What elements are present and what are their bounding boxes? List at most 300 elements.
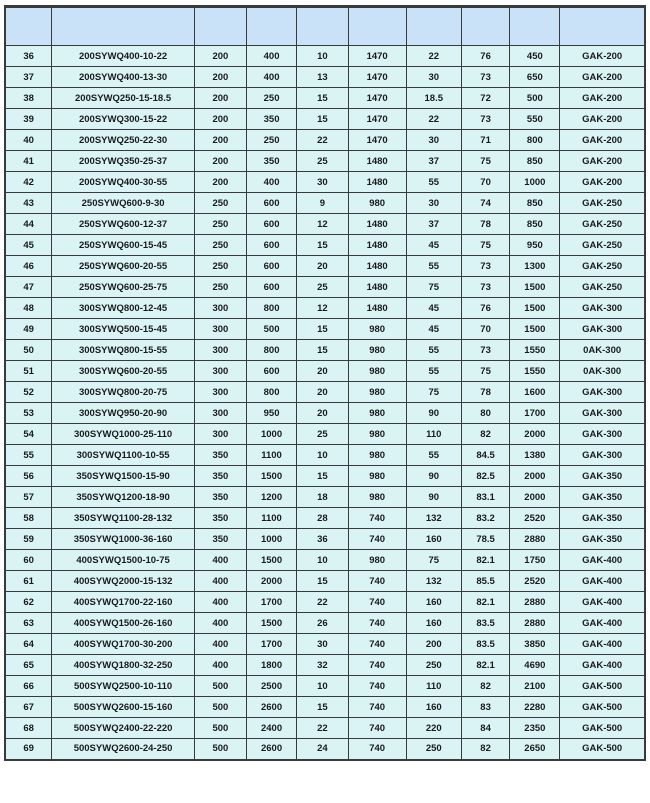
table-cell: 26 — [297, 613, 348, 634]
table-row — [5, 256, 645, 277]
table-cell: 55 — [406, 256, 461, 277]
table-header-cell — [5, 7, 52, 46]
table-cell: 110 — [406, 676, 461, 697]
table-cell: 160 — [406, 613, 461, 634]
table-cell: 1480 — [348, 277, 406, 298]
table-cell: 400 — [194, 571, 246, 592]
table-header-cell — [194, 7, 246, 46]
table-cell: 350 — [246, 151, 297, 172]
table-cell: 300 — [194, 298, 246, 319]
table-cell: 46 — [5, 256, 52, 277]
table-cell: 37 — [406, 151, 461, 172]
table-cell: 980 — [348, 319, 406, 340]
table-row — [5, 109, 645, 130]
table-row — [5, 697, 645, 718]
table-cell: 78 — [461, 382, 510, 403]
table-cell: 400 — [194, 655, 246, 676]
table-row — [5, 319, 645, 340]
table-cell: 70 — [461, 172, 510, 193]
table-cell: 220 — [406, 718, 461, 739]
table-cell: 2650 — [510, 739, 560, 760]
table-cell: 200 — [194, 109, 246, 130]
table-cell: 160 — [406, 592, 461, 613]
table-row — [5, 676, 645, 697]
table-cell: 30 — [406, 193, 461, 214]
table-cell: 2350 — [510, 718, 560, 739]
table-cell: 83.5 — [461, 634, 510, 655]
table-cell: 800 — [246, 382, 297, 403]
table-cell: 1470 — [348, 46, 406, 67]
table-cell: 300SYWQ950-20-90 — [52, 403, 195, 424]
table-cell: 15 — [297, 88, 348, 109]
table-cell: 450 — [510, 46, 560, 67]
table-cell: 200SYWQ300-15-22 — [52, 109, 195, 130]
table-cell: GAK-250 — [560, 214, 645, 235]
table-cell: 400SYWQ1700-22-160 — [52, 592, 195, 613]
table-cell: 300SYWQ500-15-45 — [52, 319, 195, 340]
table-cell: 1500 — [510, 298, 560, 319]
table-row — [5, 718, 645, 739]
table-cell: 25 — [297, 424, 348, 445]
table-cell: 200 — [194, 172, 246, 193]
table-cell: 78.5 — [461, 529, 510, 550]
table-header-cell — [246, 7, 297, 46]
table-cell: 200 — [406, 634, 461, 655]
table-cell: 500SYWQ2600-24-250 — [52, 739, 195, 760]
table-header-cell — [52, 7, 195, 46]
table-cell: 350 — [194, 487, 246, 508]
table-row — [5, 529, 645, 550]
table-cell: 30 — [406, 67, 461, 88]
table-cell: 550 — [510, 109, 560, 130]
table-cell: 82 — [461, 424, 510, 445]
table-cell: 200SYWQ400-30-55 — [52, 172, 195, 193]
table-cell: GAK-400 — [560, 571, 645, 592]
table-cell: 2880 — [510, 592, 560, 613]
table-cell: 250SYWQ600-12-37 — [52, 214, 195, 235]
table-cell: 15 — [297, 235, 348, 256]
table-cell: 1000 — [246, 529, 297, 550]
table-cell: 1100 — [246, 445, 297, 466]
table-cell: 78 — [461, 214, 510, 235]
table-row — [5, 445, 645, 466]
table-cell: 59 — [5, 529, 52, 550]
table-cell: 350 — [246, 109, 297, 130]
table-row — [5, 193, 645, 214]
table-cell: GAK-200 — [560, 172, 645, 193]
table-cell: GAK-200 — [560, 67, 645, 88]
table-cell: 350 — [194, 445, 246, 466]
table-cell: 740 — [348, 613, 406, 634]
table-cell: 73 — [461, 109, 510, 130]
table-cell: 1480 — [348, 151, 406, 172]
table-cell: 15 — [297, 697, 348, 718]
table-cell: 45 — [406, 235, 461, 256]
table-cell: 400SYWQ1500-26-160 — [52, 613, 195, 634]
table-cell: 300 — [194, 340, 246, 361]
table-cell: 500 — [194, 676, 246, 697]
table-cell: 82.1 — [461, 550, 510, 571]
table-cell: 1470 — [348, 67, 406, 88]
table-row — [5, 403, 645, 424]
table-cell: 18 — [297, 487, 348, 508]
table-row — [5, 466, 645, 487]
table-cell: 20 — [297, 361, 348, 382]
table-cell: 200 — [194, 88, 246, 109]
table-cell: 58 — [5, 508, 52, 529]
table-cell: 2000 — [510, 487, 560, 508]
table-cell: 500 — [246, 319, 297, 340]
table-cell: 2400 — [246, 718, 297, 739]
table-cell: 62 — [5, 592, 52, 613]
table-cell: 42 — [5, 172, 52, 193]
table-cell: 39 — [5, 109, 52, 130]
table-cell: GAK-200 — [560, 46, 645, 67]
table-row — [5, 172, 645, 193]
table-cell: 200 — [194, 130, 246, 151]
table-cell: 350 — [194, 508, 246, 529]
table-cell: 740 — [348, 739, 406, 760]
table-cell: 15 — [297, 571, 348, 592]
table-cell: 400SYWQ1700-30-200 — [52, 634, 195, 655]
table-cell: 250SYWQ600-20-55 — [52, 256, 195, 277]
table-cell: 22 — [406, 46, 461, 67]
table-cell: 400 — [194, 613, 246, 634]
table-cell: 740 — [348, 634, 406, 655]
table-cell: 980 — [348, 382, 406, 403]
table-cell: 300 — [194, 424, 246, 445]
table-cell: 48 — [5, 298, 52, 319]
table-cell: 950 — [510, 235, 560, 256]
table-cell: 0AK-300 — [560, 361, 645, 382]
table-cell: 1500 — [510, 319, 560, 340]
table-cell: 76 — [461, 46, 510, 67]
table-cell: 15 — [297, 340, 348, 361]
table-cell: 1500 — [510, 277, 560, 298]
table-cell: 63 — [5, 613, 52, 634]
table-cell: GAK-400 — [560, 592, 645, 613]
table-cell: 600 — [246, 277, 297, 298]
table-cell: 82.1 — [461, 655, 510, 676]
table-cell: 300 — [194, 403, 246, 424]
table-cell: 82.1 — [461, 592, 510, 613]
table-cell: GAK-200 — [560, 130, 645, 151]
table-cell: 740 — [348, 508, 406, 529]
table-cell: 250 — [406, 739, 461, 760]
table-cell: 740 — [348, 571, 406, 592]
table-cell: 600 — [246, 256, 297, 277]
table-cell: 45 — [5, 235, 52, 256]
table-cell: 800 — [246, 298, 297, 319]
table-cell: 110 — [406, 424, 461, 445]
table-cell: 500 — [194, 739, 246, 760]
table-cell: 250 — [406, 655, 461, 676]
table-cell: 200 — [194, 46, 246, 67]
table-cell: GAK-300 — [560, 319, 645, 340]
table-cell: 60 — [5, 550, 52, 571]
table-cell: 47 — [5, 277, 52, 298]
table-cell: 980 — [348, 487, 406, 508]
table-cell: 2280 — [510, 697, 560, 718]
table-cell: 55 — [5, 445, 52, 466]
table-row — [5, 130, 645, 151]
table-cell: 1500 — [246, 613, 297, 634]
table-cell: 22 — [297, 718, 348, 739]
table-cell: 22 — [297, 130, 348, 151]
table-cell: 84.5 — [461, 445, 510, 466]
table-cell: 1750 — [510, 550, 560, 571]
table-cell: 45 — [406, 298, 461, 319]
table-cell: 200SYWQ350-25-37 — [52, 151, 195, 172]
table-cell: 72 — [461, 88, 510, 109]
table-cell: 10 — [297, 550, 348, 571]
table-header-cell — [348, 7, 406, 46]
table-cell: 30 — [297, 172, 348, 193]
table-cell: 300SYWQ1100-10-55 — [52, 445, 195, 466]
table-cell: 82 — [461, 739, 510, 760]
table-header-cell — [560, 7, 645, 46]
table-cell: 37 — [406, 214, 461, 235]
table-cell: GAK-400 — [560, 613, 645, 634]
table-cell: GAK-300 — [560, 445, 645, 466]
table-row — [5, 361, 645, 382]
table-cell: 10 — [297, 46, 348, 67]
table-cell: 75 — [406, 277, 461, 298]
table-cell: 54 — [5, 424, 52, 445]
table-cell: 300SYWQ1000-25-110 — [52, 424, 195, 445]
table-cell: GAK-200 — [560, 109, 645, 130]
table-row — [5, 613, 645, 634]
table-cell: 84 — [461, 718, 510, 739]
table-cell: 350 — [194, 529, 246, 550]
table-cell: 2600 — [246, 739, 297, 760]
table-cell: 10 — [297, 676, 348, 697]
table-cell: 600 — [246, 214, 297, 235]
table-cell: 51 — [5, 361, 52, 382]
table-cell: 64 — [5, 634, 52, 655]
table-cell: 400 — [194, 592, 246, 613]
table-row — [5, 88, 645, 109]
table-cell: 500 — [194, 718, 246, 739]
table-cell: 1800 — [246, 655, 297, 676]
table-cell: 1470 — [348, 130, 406, 151]
table-cell: 1300 — [510, 256, 560, 277]
table-cell: 2880 — [510, 613, 560, 634]
table-cell: 70 — [461, 319, 510, 340]
table-cell: 13 — [297, 67, 348, 88]
table-cell: 43 — [5, 193, 52, 214]
table-cell: 67 — [5, 697, 52, 718]
table-cell: GAK-200 — [560, 151, 645, 172]
table-header-cell — [406, 7, 461, 46]
table-cell: 66 — [5, 676, 52, 697]
table-cell: 1500 — [246, 466, 297, 487]
table-row — [5, 634, 645, 655]
table-cell: GAK-300 — [560, 298, 645, 319]
table-cell: 71 — [461, 130, 510, 151]
table-cell: 740 — [348, 718, 406, 739]
table-header-cell — [510, 7, 560, 46]
table-cell: 15 — [297, 319, 348, 340]
table-cell: 1480 — [348, 235, 406, 256]
table-cell: 200SYWQ400-13-30 — [52, 67, 195, 88]
table-cell: 22 — [406, 109, 461, 130]
table-cell: 12 — [297, 298, 348, 319]
table-cell: 200SYWQ250-22-30 — [52, 130, 195, 151]
table-cell: 200 — [194, 67, 246, 88]
table-cell: 250 — [246, 130, 297, 151]
table-cell: 82 — [461, 676, 510, 697]
table-cell: 300SYWQ600-20-55 — [52, 361, 195, 382]
table-cell: 1480 — [348, 214, 406, 235]
table-cell: 36 — [297, 529, 348, 550]
table-cell: 1380 — [510, 445, 560, 466]
table-cell: 83.1 — [461, 487, 510, 508]
table-cell: 24 — [297, 739, 348, 760]
table-cell: 250 — [194, 277, 246, 298]
table-cell: 2100 — [510, 676, 560, 697]
table-cell: 40 — [5, 130, 52, 151]
table-cell: 25 — [297, 277, 348, 298]
table-cell: 56 — [5, 466, 52, 487]
table-cell: 250SYWQ600-9-30 — [52, 193, 195, 214]
table-cell: 400 — [246, 46, 297, 67]
table-cell: 38 — [5, 88, 52, 109]
table-cell: 1700 — [510, 403, 560, 424]
table-cell: 22 — [297, 592, 348, 613]
table-cell: 82.5 — [461, 466, 510, 487]
table-cell: 600 — [246, 235, 297, 256]
table-cell: 80 — [461, 403, 510, 424]
table-cell: 250SYWQ600-25-75 — [52, 277, 195, 298]
table-row — [5, 571, 645, 592]
table-cell: 83.5 — [461, 613, 510, 634]
table-cell: 300 — [194, 382, 246, 403]
table-cell: 4690 — [510, 655, 560, 676]
table-cell: 740 — [348, 697, 406, 718]
table-cell: 500 — [510, 88, 560, 109]
table-header-cell — [461, 7, 510, 46]
table-cell: 980 — [348, 361, 406, 382]
table-cell: 250 — [194, 256, 246, 277]
table-cell: 15 — [297, 109, 348, 130]
table-cell: 1100 — [246, 508, 297, 529]
table-cell: 9 — [297, 193, 348, 214]
table-cell: 400SYWQ1500-10-75 — [52, 550, 195, 571]
table-row — [5, 46, 645, 67]
table-cell: 1470 — [348, 109, 406, 130]
table-cell: 600 — [246, 193, 297, 214]
table-cell: 37 — [5, 67, 52, 88]
table-row — [5, 739, 645, 760]
table-cell: 74 — [461, 193, 510, 214]
table-cell: 1480 — [348, 298, 406, 319]
table-row — [5, 340, 645, 361]
table-cell: GAK-400 — [560, 655, 645, 676]
table-cell: 2000 — [246, 571, 297, 592]
table-cell: 1200 — [246, 487, 297, 508]
table-cell: 980 — [348, 466, 406, 487]
table-cell: 36 — [5, 46, 52, 67]
table-cell: 350SYWQ1200-18-90 — [52, 487, 195, 508]
table-cell: 18.5 — [406, 88, 461, 109]
table-cell: 61 — [5, 571, 52, 592]
table-cell: 44 — [5, 214, 52, 235]
table-cell: 73 — [461, 256, 510, 277]
table-row — [5, 655, 645, 676]
table-cell: 1000 — [510, 172, 560, 193]
table-cell: 850 — [510, 214, 560, 235]
table-cell: 132 — [406, 508, 461, 529]
table-cell: 75 — [406, 550, 461, 571]
table-cell: 740 — [348, 592, 406, 613]
table-cell: 75 — [461, 361, 510, 382]
table-cell: 49 — [5, 319, 52, 340]
table-row — [5, 592, 645, 613]
table-cell: 1700 — [246, 634, 297, 655]
table-row — [5, 424, 645, 445]
table-cell: 250SYWQ600-15-45 — [52, 235, 195, 256]
table-cell: 53 — [5, 403, 52, 424]
table-cell: 0AK-300 — [560, 340, 645, 361]
table-cell: 200SYWQ250-15-18.5 — [52, 88, 195, 109]
table-cell: GAK-250 — [560, 256, 645, 277]
table-cell: 132 — [406, 571, 461, 592]
table-cell: 950 — [246, 403, 297, 424]
table-cell: 350SYWQ1000-36-160 — [52, 529, 195, 550]
table-cell: 25 — [297, 151, 348, 172]
table-cell: GAK-350 — [560, 487, 645, 508]
table-cell: 160 — [406, 697, 461, 718]
table-cell: 90 — [406, 403, 461, 424]
table-cell: 28 — [297, 508, 348, 529]
table-cell: GAK-300 — [560, 382, 645, 403]
table-cell: 2000 — [510, 466, 560, 487]
table-cell: GAK-350 — [560, 529, 645, 550]
table-cell: 980 — [348, 424, 406, 445]
table-cell: 20 — [297, 256, 348, 277]
table-cell: 75 — [461, 235, 510, 256]
table-cell: GAK-350 — [560, 466, 645, 487]
table-cell: 400SYWQ1800-32-250 — [52, 655, 195, 676]
table-cell: 350SYWQ1500-15-90 — [52, 466, 195, 487]
table-cell: 2000 — [510, 424, 560, 445]
table-cell: 90 — [406, 487, 461, 508]
table-cell: 1700 — [246, 592, 297, 613]
table-cell: 300SYWQ800-15-55 — [52, 340, 195, 361]
table-cell: 55 — [406, 445, 461, 466]
table-cell: 250 — [194, 193, 246, 214]
table-cell: 12 — [297, 214, 348, 235]
table-row — [5, 508, 645, 529]
table-cell: GAK-300 — [560, 403, 645, 424]
table-cell: 300 — [194, 319, 246, 340]
table-cell: 20 — [297, 403, 348, 424]
table-cell: 500 — [194, 697, 246, 718]
table-cell: 800 — [510, 130, 560, 151]
table-cell: 740 — [348, 676, 406, 697]
table-cell: 57 — [5, 487, 52, 508]
table-cell: 20 — [297, 382, 348, 403]
table-cell: GAK-250 — [560, 277, 645, 298]
table-cell: 85.5 — [461, 571, 510, 592]
table-cell: 73 — [461, 277, 510, 298]
table-cell: 400 — [194, 634, 246, 655]
table-cell: 83 — [461, 697, 510, 718]
table-cell: 350 — [194, 466, 246, 487]
table-cell: GAK-500 — [560, 718, 645, 739]
table-cell: 73 — [461, 67, 510, 88]
